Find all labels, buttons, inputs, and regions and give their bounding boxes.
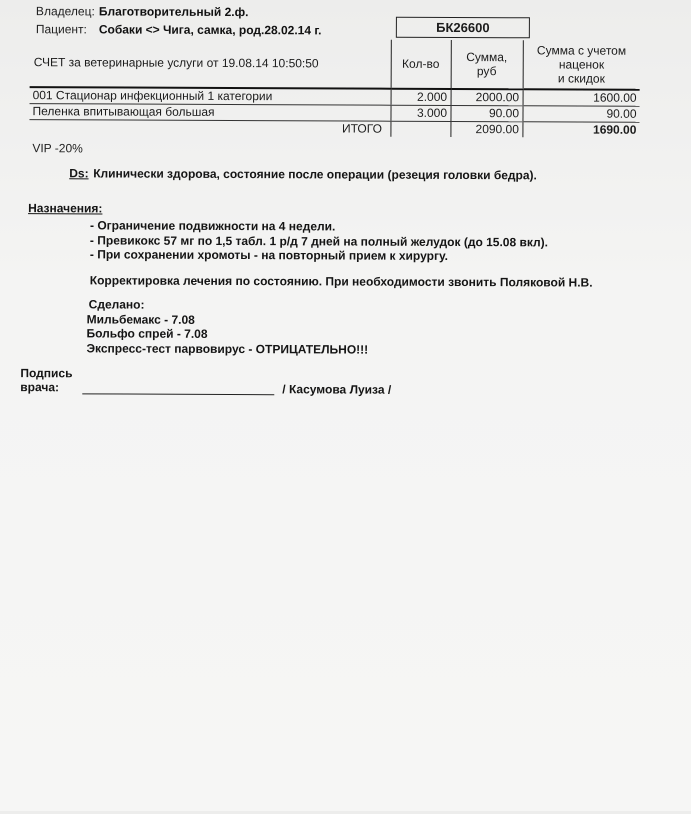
invoice-header-row xyxy=(30,38,640,90)
itogo-row xyxy=(29,120,639,138)
patient-label: Пациент: xyxy=(35,22,87,37)
invoice-title: СЧЕТ за ветеринарные услуги от 19.08.14 10:50:50 xyxy=(30,38,391,89)
col-total-header-line1: Сумма с учетом xyxy=(536,43,627,58)
prescription-item: - При сохранении хромоты - на повторный прием к хирургу. xyxy=(89,247,448,263)
correction-note: Корректировка лечения по состоянию. При необходимости звонить Поляковой Н.В. xyxy=(89,273,593,290)
done-item: Экспресс-тест парвовирус - ОТРИЦАТЕЛЬНО!!! xyxy=(86,341,369,357)
table-row xyxy=(29,104,639,123)
itogo-total: 1690.00 xyxy=(522,122,639,138)
owner-value: Благотворительный 2.ф. xyxy=(98,4,249,20)
item-total: 90.00 xyxy=(522,106,639,123)
signature-label-line2: врача: xyxy=(20,380,60,395)
item-name: Пеленка впитывающая большая xyxy=(29,104,390,122)
prescriptions-label: Назначения: xyxy=(28,201,103,216)
invoice-table xyxy=(29,38,639,138)
done-item: Мильбемакс - 7.08 xyxy=(86,312,195,327)
itogo-sum: 2090.00 xyxy=(450,121,522,137)
done-label: Сделано: xyxy=(88,297,145,312)
col-total-header-line2: наценок xyxy=(558,57,605,72)
item-sum: 90.00 xyxy=(450,105,522,121)
prescription-item: - Превикокс 57 мг по 1,5 табл. 1 р/д 7 дней на полный желудок (до 15.08 вкл). xyxy=(89,233,549,250)
table-row xyxy=(30,87,640,106)
item-name: 001 Стационар инфекционный 1 категории xyxy=(30,87,391,105)
col-sum-header: Сумма, руб xyxy=(451,40,523,89)
prescription-item: - Ограничение подвижности на 4 недели. xyxy=(89,218,336,234)
doctor-name: / Касумова Луиза / xyxy=(282,382,392,397)
item-qty: 2.000 xyxy=(391,89,451,106)
signature-label-line1: Подпись xyxy=(20,366,73,381)
itogo-label: ИТОГО xyxy=(341,121,382,136)
item-total: 1600.00 xyxy=(523,89,640,106)
col-qty-header: Кол-во xyxy=(391,40,451,89)
col-total-header xyxy=(523,40,640,90)
diagnosis-text: Клинически здорова, состояние после операции (резеция головки бедра). xyxy=(93,166,537,183)
done-item: Больфо спрей - 7.08 xyxy=(86,326,208,341)
col-total-header-line3: и скидок xyxy=(557,71,605,86)
discount-label: VIP -20% xyxy=(32,141,83,156)
patient-value: Собаки <> Чига, самка, род.28.02.14 г. xyxy=(98,22,322,38)
diagnosis-label: Ds: xyxy=(69,166,89,181)
signature-line xyxy=(82,393,274,395)
owner-label: Владелец: xyxy=(35,4,95,19)
invoice-code: БК26600 xyxy=(396,17,530,39)
itogo-qty-empty xyxy=(390,121,450,137)
item-qty: 3.000 xyxy=(390,105,450,121)
item-sum: 2000.00 xyxy=(451,89,523,106)
